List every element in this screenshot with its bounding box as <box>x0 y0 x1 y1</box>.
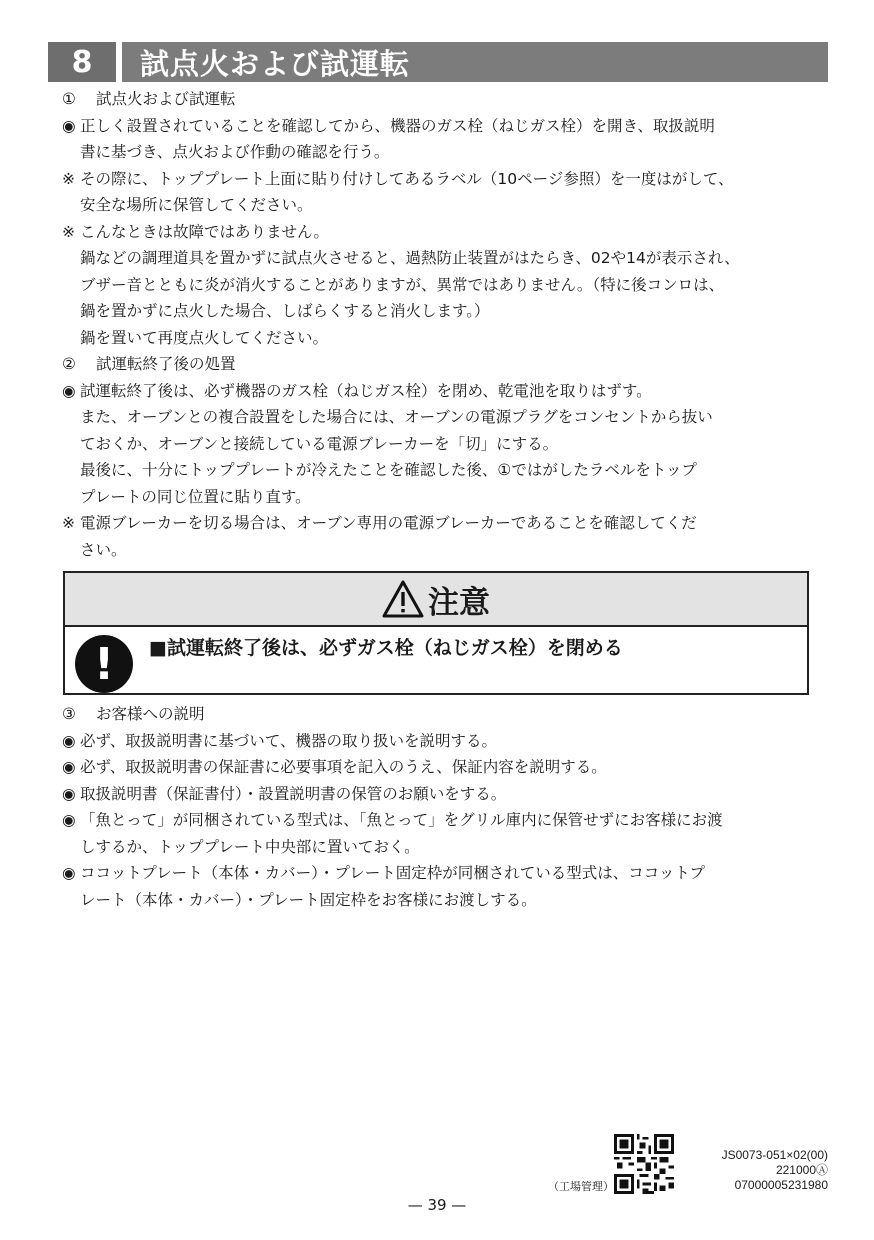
text-line: 最後に、十分にトッププレートが冷えたことを確認した後、①ではがしたラベルをトップ <box>80 461 697 479</box>
note-item <box>62 219 814 352</box>
page-number: — 39 — <box>407 1196 467 1214</box>
text-line: 「魚とって」が同梱されている型式は、「魚とって」をグリル庫内に保管せずにお客様にお渡 <box>80 811 723 829</box>
text-line: その際に、トッププレート上面に貼り付けしてあるラベル（10ページ参照）を一度はがして、 <box>80 169 734 188</box>
subsection-number: ② <box>62 355 76 373</box>
text-line: ココットプレート（本体・カバー）・プレート固定枠が同梱されている型式は、ココットプ <box>80 864 705 882</box>
subsection-number: ① <box>62 90 76 108</box>
bullet-mark: ◉ <box>62 758 76 776</box>
caution-title: 注意 <box>428 584 490 621</box>
text-line: プレートの同じ位置に貼り直す。 <box>80 487 311 506</box>
subsection-title: 試点火および試運転 <box>96 90 236 108</box>
text-line: 書に基づき、点火および作動の確認を行う。 <box>80 143 390 161</box>
note-mark: ※ <box>62 514 75 532</box>
bullet-mark: ◉ <box>62 116 76 135</box>
bullet-mark: ◉ <box>62 864 76 882</box>
bullet-item <box>62 113 814 166</box>
subsection-heading-3 <box>62 701 814 728</box>
section-header <box>48 42 828 82</box>
text-line: こんなときは故障ではありません。 <box>80 222 329 241</box>
text-line: さい。 <box>80 540 127 559</box>
bullet-mark: ◉ <box>62 731 76 750</box>
subsection-title: お客様への説明 <box>96 705 205 723</box>
note-item <box>62 166 814 219</box>
section-number: 8 <box>48 42 122 82</box>
text-line: 鍋などの調理道具を置かずに試点火させると、過熱防止装置がはたらき、02や14が表示され、 <box>80 249 740 267</box>
text-line: 正しく設置されていることを確認してから、機器のガス栓（ねじガス栓）を開き、取扱説明 <box>80 116 715 135</box>
bullet-mark: ◉ <box>62 381 76 400</box>
exclamation-icon <box>75 635 133 693</box>
bullet-item <box>62 754 814 781</box>
main-content-bottom <box>62 701 814 913</box>
text-line: 安全な場所に保管してください。 <box>80 196 313 214</box>
section-title: 試点火および試運転 <box>140 46 411 81</box>
text-line: 必ず、取扱説明書の保証書に必要事項を記入のうえ、保証内容を説明する。 <box>80 758 607 776</box>
document-codes <box>722 1148 828 1193</box>
text-line: また、オーブンとの複合設置をした場合には、オーブンの電源プラグをコンセントから抜い <box>80 408 713 426</box>
caution-box <box>63 571 809 695</box>
caution-body <box>65 627 807 695</box>
serial-number: 07000005231980 <box>734 1178 828 1192</box>
text-line: しするか、トッププレート中央部に置いておく。 <box>80 837 420 856</box>
bullet-item <box>62 728 814 755</box>
bullet-item <box>62 378 814 511</box>
note-mark: ※ <box>62 222 75 241</box>
rev-code: 221000Ⓐ <box>775 1163 828 1177</box>
bullet-item <box>62 781 814 808</box>
text-line: レート（本体・カバー）・プレート固定枠をお客様にお渡しする。 <box>80 890 537 909</box>
text-line: ておくか、オーブンと接続している電源ブレーカーを「切」にする。 <box>80 434 559 453</box>
text-line: 電源ブレーカーを切る場合は、オーブン専用の電源ブレーカーであることを確認してくだ <box>80 514 697 532</box>
qr-code-icon <box>614 1134 674 1194</box>
note-mark: ※ <box>62 169 75 188</box>
main-content-top <box>62 86 814 563</box>
text-line: 取扱説明書（保証書付）・設置説明書の保管のお願いをする。 <box>80 784 507 803</box>
bullet-mark: ◉ <box>62 811 76 829</box>
subsection-heading-2 <box>62 351 814 378</box>
text-line: 必ず、取扱説明書に基づいて、機器の取り扱いを説明する。 <box>80 731 497 750</box>
subsection-heading-1 <box>62 86 814 113</box>
warning-triangle-icon <box>382 580 424 618</box>
subsection-number: ③ <box>62 705 76 723</box>
text-line: 鍋を置かずに点火した場合、しばらくすると消火します。） <box>80 302 490 320</box>
alert-symbol: ! <box>93 638 115 690</box>
subsection-title: 試運転終了後の処置 <box>96 355 236 373</box>
text-line: ブザー音とともに炎が消火することがありますが、異常ではありません。（特に後コンロは、 <box>80 275 725 294</box>
note-item <box>62 510 814 563</box>
caution-header <box>65 573 807 627</box>
text-line: 試運転終了後は、必ず機器のガス栓（ねじガス栓）を閉め、乾電池を取りはずす。 <box>80 381 652 400</box>
bullet-item <box>62 807 814 860</box>
caution-text: ■試運転終了後は、必ずガス栓（ねじガス栓）を閉める <box>149 637 623 659</box>
bullet-item <box>62 860 814 913</box>
doc-code: JS0073-051×02(00) <box>721 1148 828 1162</box>
text-line: 鍋を置いて再度点火してください。 <box>80 328 329 347</box>
factory-label: （工場管理） <box>548 1180 614 1193</box>
bullet-mark: ◉ <box>62 784 76 803</box>
